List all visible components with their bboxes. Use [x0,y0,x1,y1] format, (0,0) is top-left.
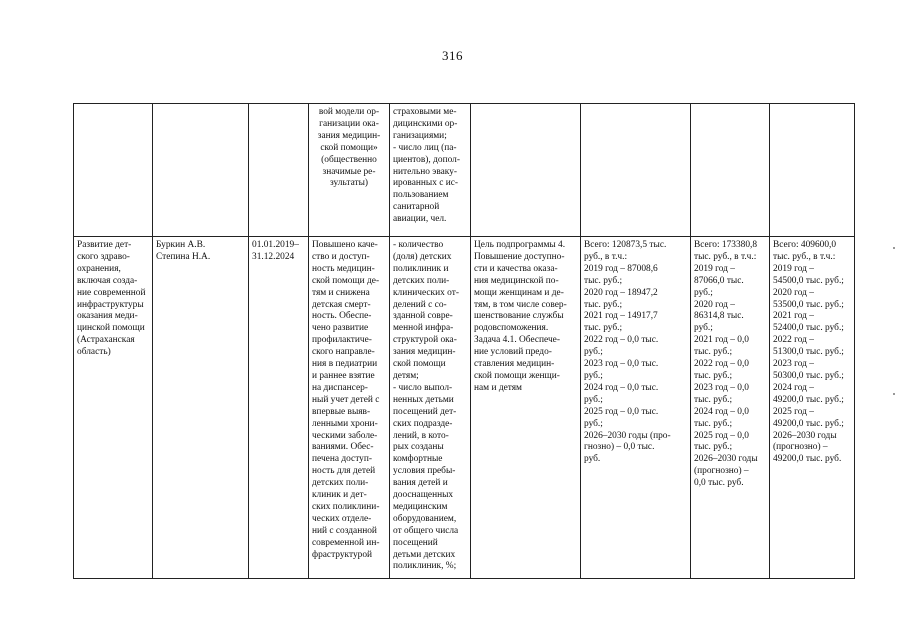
cell-text-line: чено развитие [312,323,369,334]
cell-text-line: тыс. руб., в т.ч.: [773,251,836,262]
cell-text-line: 2023 год – 0,0 [694,382,749,393]
cell-text-line: - число выпол- [393,382,453,393]
table-cell [581,104,691,237]
cell-text-line: ность для детей [312,466,376,477]
cell-text-line: руб.; [584,347,603,358]
cell-text-line: 2019 год – [694,263,735,274]
cell-text-line: 51300,0 тыс. руб.; [773,347,844,358]
cell-text-line: делений с со- [393,299,447,310]
cell-text-line: ских подразде- [393,418,453,429]
cell-text-line: страховыми ме- [393,107,457,117]
cell-text-line: поликлиник, %; [393,561,457,572]
cell-text-line: ской помощи женщи- [474,370,560,381]
cell-text-line: зания медицин- [393,347,456,358]
cell-text-line: 2025 год – [773,406,814,417]
cell-text-line: ганизации ока- [319,118,379,129]
cell-text-line: 2026–2030 годы (про- [584,430,671,441]
cell-text-line: Повышено каче- [312,240,378,250]
cell-text-line: посещений дет- [393,406,457,417]
cell-text-line: ния медицинской по- [474,275,559,286]
cell-text-line: 2026–2030 годы [694,454,758,465]
cell-text-line: зданной совре- [393,311,453,322]
cell-text-line: ческими заболе- [312,430,378,441]
cell-text-line: ство и доступ- [312,251,370,262]
cell-text-line: 2023 год – 0,0 тыс. [584,359,659,370]
cell-text-line: пользованием [393,190,449,201]
responsible-persons-cell [153,237,249,579]
cell-text-line: тыс. руб.; [694,370,733,381]
table-cell [309,104,390,237]
cell-text-line: сти и качества оказа- [474,263,558,274]
cell-text-line: 2025 год – 0,0 [694,430,749,441]
cell-text-line: ния в педиатрии [312,359,378,370]
cell-text-line: клиник и дет- [312,490,367,501]
cell-text-line: вой модели ор- [318,107,380,117]
cell-text-line: печена доступ- [312,454,372,465]
cell-text-line: инфраструктуры [77,299,144,310]
cell-text-line: циентов), допол- [393,154,460,165]
cell-text-line: нительно эваку- [393,166,458,177]
cell-text-line: Повышение доступно- [474,251,565,262]
cell-text-line: 31.12.2024 [252,251,295,262]
cell-text-line: 2020 год – [694,299,735,310]
cell-text-line: от общего числа [393,525,459,536]
cell-text-line: профилактиче- [312,335,372,346]
cell-text-line: область) [77,347,111,358]
cell-text-line: 2019 год – [773,263,814,274]
cell-text-line: 01.01.2019– [252,240,299,250]
cell-text-line: детьми детских [393,549,456,560]
cell-text-line: 2024 год – [773,382,814,393]
cell-text-line: гнозно) – 0,0 тыс. [584,442,655,453]
cell-text-line: 2022 год – 0,0 тыс. [584,335,659,346]
expected-results-cell [309,237,390,579]
cell-text-line: руб.; [584,394,603,405]
cell-text-line: детская смерт- [312,299,371,310]
cell-text-line: 2020 год – 18947,2 [584,287,658,298]
cell-text-line: условия пребы- [393,466,456,477]
cell-text-line: впервые выяв- [312,406,371,417]
cell-text-line: - число лиц (па- [393,142,457,153]
table-cell [390,104,471,237]
cell-text-line: Цель подпрограммы 4. [474,240,566,250]
cell-text-line: 54500,0 тыс. руб.; [773,275,844,286]
cell-text-line: нам и детям [474,382,522,393]
cell-text-line: ской помощи [393,359,446,370]
cell-text-line: ленными хрони- [312,418,378,429]
cell-text-line: Всего: 173380,8 [694,240,758,250]
cell-text-line: ированных с ис- [393,178,459,189]
goal-cell [471,237,581,579]
cell-text-line: 49200,0 тыс. руб. [773,454,842,465]
cell-text-line: тыс. руб.; [694,442,733,453]
cell-text-line: детских поли- [393,275,450,286]
cell-text-line: (прогнозно) – [694,466,749,477]
cell-text-line: 2025 год – 0,0 тыс. [584,406,659,417]
cell-text-line: авиации, чел. [393,214,447,225]
cell-text-line: менной инфра- [393,323,454,334]
cell-text-line: клинических от- [393,287,459,298]
cell-text-line: ный учет детей с [312,394,380,405]
table-row [74,237,855,579]
cell-text-line: дооснащенных [393,490,454,501]
cell-text-line: медицинским [393,501,448,512]
table-cell [691,104,770,237]
period-cell [249,237,309,579]
budget-cell-3 [770,237,855,579]
cell-text-line: (прогнозно) – [773,442,828,453]
cell-text-line: комфортные [393,454,443,465]
table-row [74,104,855,237]
cell-text-line: 2021 год – [773,311,814,322]
cell-text-line: ской помощи» [320,142,378,153]
cell-text-line: 2024 год – 0,0 [694,406,749,417]
cell-text-line: ние современной [77,287,146,298]
cell-text-line: и раннее взятие [312,370,375,381]
subprogram-name-cell [74,237,153,579]
budget-cell-2 [691,237,770,579]
cell-text-line: 87066,0 тыс. [694,275,744,286]
cell-text-line: шенствование службы [474,311,564,322]
cell-text-line: ческих отделе- [312,513,372,524]
cell-text-line: тыс. руб.; [694,418,733,429]
cell-text-line: охранения, [77,263,121,274]
cell-text-line: рых созданы [393,442,444,453]
cell-text-line: тыс. руб.; [584,275,623,286]
cell-text-line: 0,0 тыс. руб. [694,478,744,489]
table-cell [770,104,855,237]
cell-text-line: на диспансер- [312,382,368,393]
cell-text-line: 2019 год – 87008,6 [584,263,658,274]
cell-text-line: 52400,0 тыс. руб.; [773,323,844,334]
cell-text-line: оборудованием, [393,513,457,524]
cell-text-line: посещений [393,537,438,548]
cell-text-line: цинской помощи [77,323,145,334]
cell-text-line: 2022 год – 0,0 [694,359,749,370]
cell-text-line: дицинскими ор- [393,118,458,129]
cell-text-line: 2026–2030 годы [773,430,837,441]
cell-text-line: руб.; [694,287,713,298]
indicators-cell [390,237,471,579]
cell-text-line: вания детей и [393,478,448,489]
cell-text-line: оказания меди- [77,311,138,322]
cell-text-line: ских поликлини- [312,501,380,512]
cell-text-line: тыс. руб.; [694,394,733,405]
cell-text-line: ность медицин- [312,263,375,274]
cell-text-line: (доля) детских [393,251,452,262]
cell-text-line: ваниями. Обес- [312,442,374,453]
budget-cell-1 [581,237,691,579]
cell-text-line: лений, в кото- [393,430,449,441]
cell-text-line: ской помощи де- [312,275,380,286]
cell-text-line: 49200,0 тыс. руб.; [773,418,844,429]
cell-text-line: руб.; [584,418,603,429]
cell-text-line: Степина Н.А. [156,251,211,262]
cell-text-line: 2021 год – 14917,7 [584,311,658,322]
cell-text-line: руб., в т.ч.: [584,251,628,262]
cell-text-line: 2024 год – 0,0 тыс. [584,382,659,393]
cell-text-line: Всего: 120873,5 тыс. [584,240,667,250]
cell-text-line: мощи женщинам и де- [474,287,564,298]
page-number: 316 [442,48,463,63]
cell-text-line: зультаты) [329,178,369,189]
cell-text-line: тыс. руб.; [584,323,623,334]
cell-text-line: ненных детьми [393,394,454,405]
cell-text-line: ность. Обеспе- [312,311,372,322]
cell-text-line: структурой ока- [393,335,457,346]
table-cell [471,104,581,237]
cell-text-line: ганизациями; [393,130,447,141]
cell-text-line: 49200,0 тыс. руб.; [773,394,844,405]
cell-text-line: Развитие дет- [77,240,132,250]
scan-speck [893,247,895,249]
cell-text-line: значимые ре- [322,166,376,177]
cell-text-line: 53500,0 тыс. руб.; [773,299,844,310]
cell-text-line: 2021 год – 0,0 [694,335,749,346]
cell-text-line: современной ин- [312,537,380,548]
program-table [73,103,855,579]
table-cell [74,104,153,237]
table-cell [153,104,249,237]
cell-text-line: (общественно [321,154,377,165]
cell-text-line: зания медицин- [317,130,381,141]
cell-text-line: тыс. руб.; [584,299,623,310]
cell-text-line: 2020 год – [773,287,814,298]
table-cell [249,104,309,237]
cell-text-line: 86314,8 тыс. [694,311,744,322]
cell-text-line: ние условий предо- [474,347,552,358]
cell-text-line: фраструктурой [312,549,373,560]
cell-text-line: включая созда- [77,275,138,286]
cell-text-line: руб. [584,454,601,465]
cell-text-line: руб.; [584,370,603,381]
cell-text-line: 2023 год – [773,359,814,370]
cell-text-line: поликлиник и [393,263,449,274]
cell-text-line: 2022 год – [773,335,814,346]
cell-text-line: детям; [393,370,419,381]
cell-text-line: тям и снижена [312,287,370,298]
cell-text-line: детских поли- [312,478,369,489]
cell-text-line: Буркин А.В. [156,240,206,250]
cell-text-line: родовспоможения. [474,323,549,334]
cell-text-line: тыс. руб.; [694,347,733,358]
cell-text-line: тыс. руб., в т.ч.: [694,251,757,262]
cell-text-line: тям, в том числе совер- [474,299,567,310]
cell-text-line: ставления медицин- [474,359,555,370]
cell-text-line: ний с созданной [312,525,377,536]
cell-text-line: Всего: 409600,0 [773,240,837,250]
cell-text-line: ского здраво- [77,251,130,262]
cell-text-line: (Астраханская [77,335,135,346]
cell-text-line: руб.; [694,323,713,334]
cell-text-line: 50300,0 тыс. руб.; [773,370,844,381]
cell-text-line: санитарной [393,202,440,213]
cell-text-line: ского направле- [312,347,375,358]
scan-speck [893,393,895,395]
cell-text-line: Задача 4.1. Обеспече- [474,335,560,346]
cell-text-line: - количество [393,240,444,250]
